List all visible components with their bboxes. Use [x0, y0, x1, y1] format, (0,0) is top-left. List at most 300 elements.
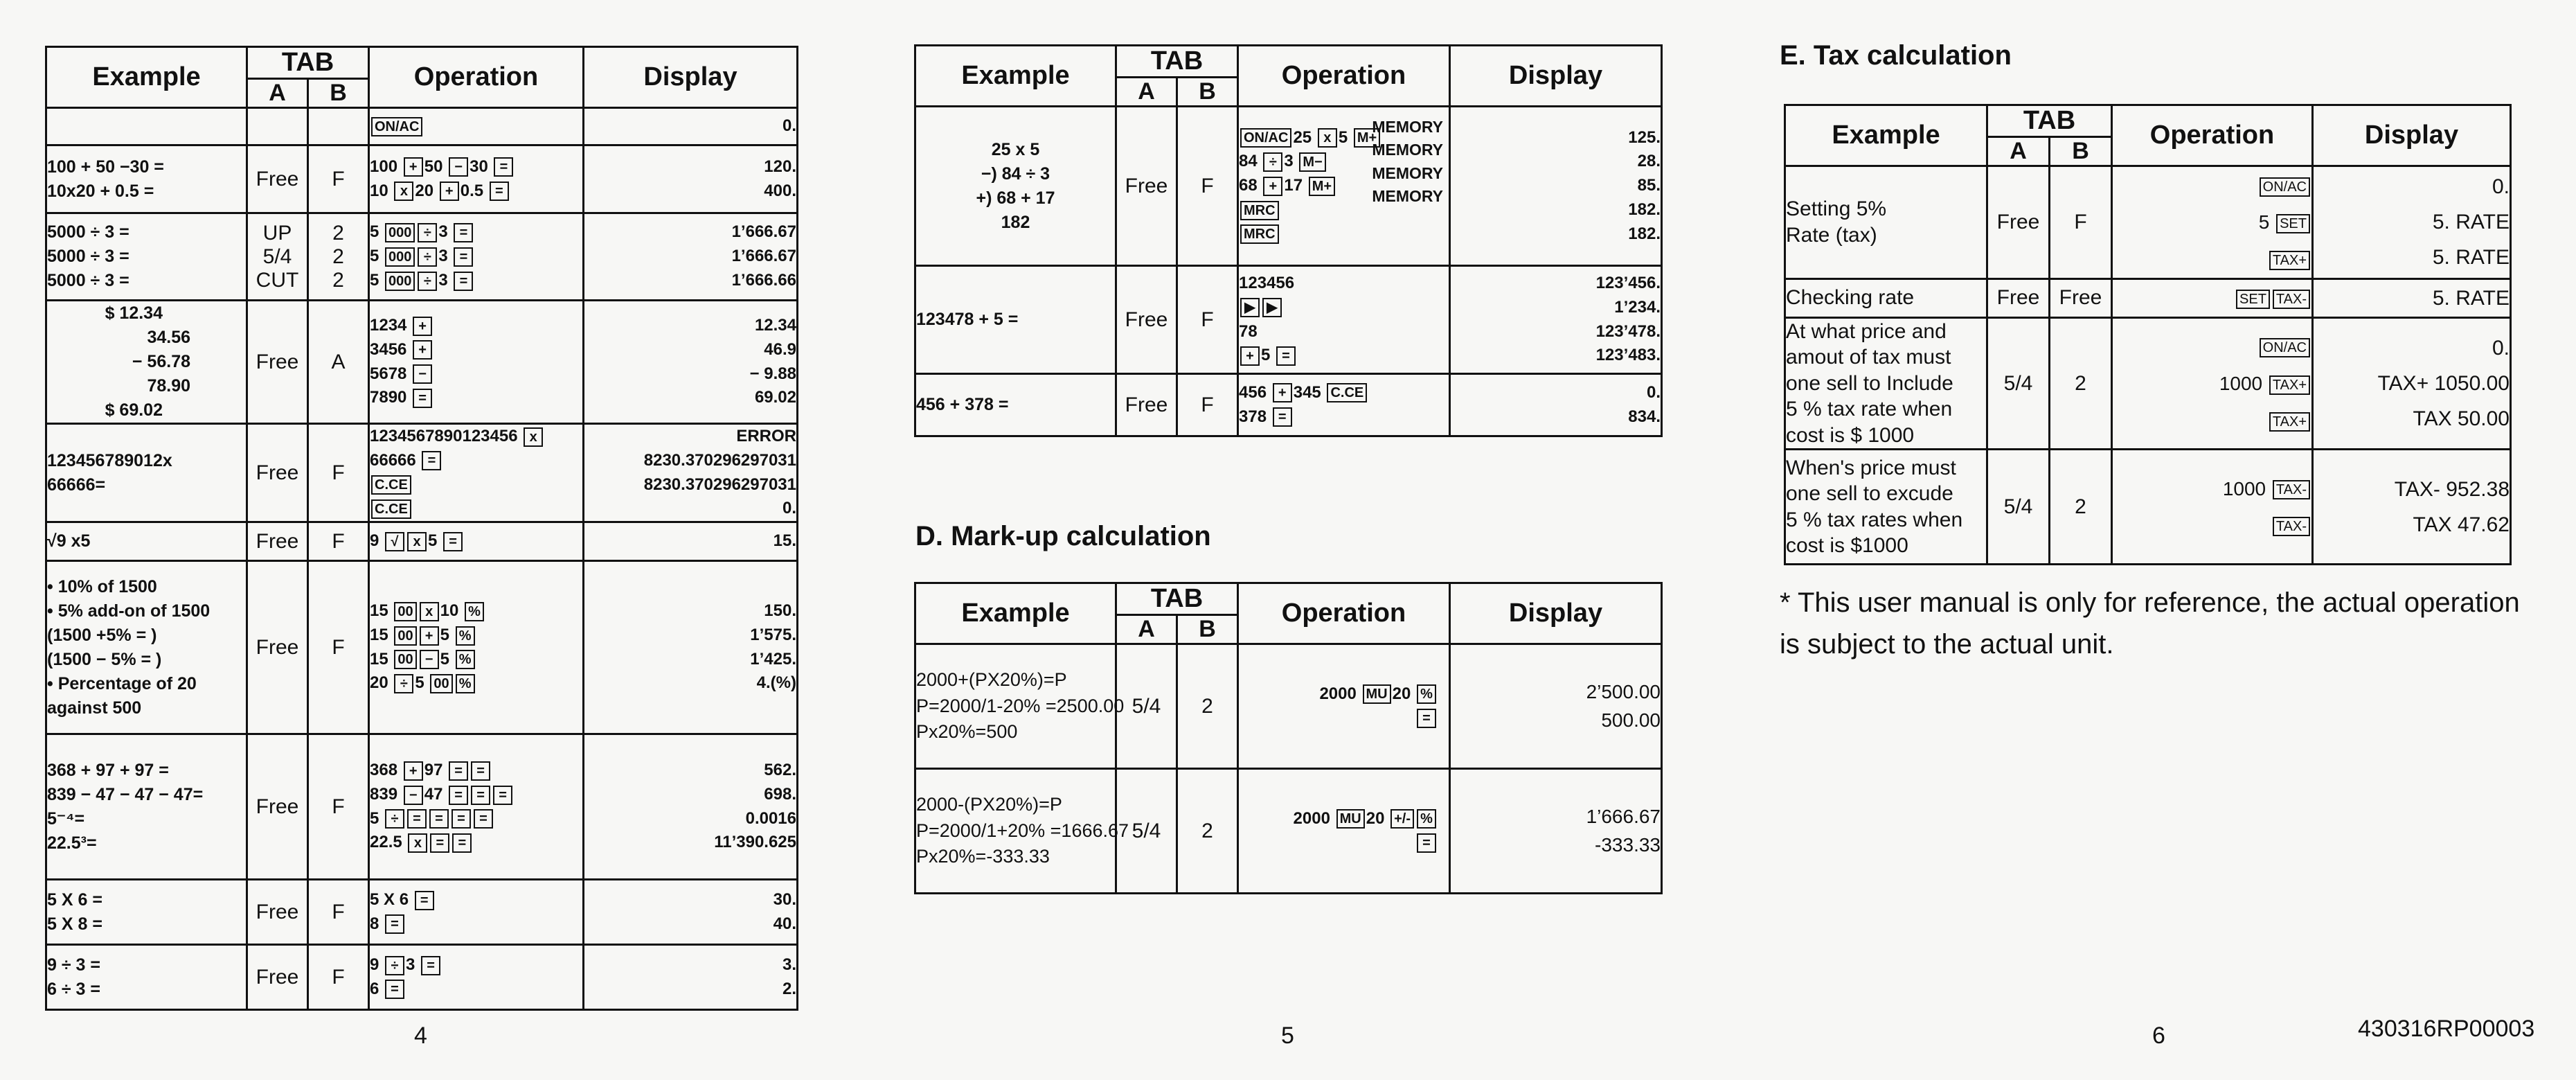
operation-line — [370, 783, 582, 807]
text-line: +) 68 + 17 — [976, 188, 1055, 208]
page-6 — [1717, 0, 2576, 1080]
operation-line — [370, 977, 582, 1002]
col-tab-b: B — [2050, 137, 2112, 166]
key-tax--icon: TAX- — [2273, 517, 2310, 536]
operation-line — [1239, 682, 1438, 707]
operation-cell — [1238, 374, 1450, 436]
text-line: 1’666.66 — [731, 270, 796, 290]
key---icon: + — [413, 317, 432, 336]
table-row — [915, 769, 1662, 894]
operation-digits: 1000 — [2219, 372, 2268, 394]
key---icon: = — [474, 809, 493, 829]
key---icon: = — [494, 157, 513, 177]
text-line: TAX 50.00 — [2413, 407, 2510, 430]
text-line: 2. — [782, 979, 796, 998]
operation-line — [2113, 470, 2311, 507]
text-line: Px20%=-333.33 — [916, 846, 1050, 867]
example-cell — [915, 107, 1116, 266]
display-cell — [2313, 450, 2511, 565]
display-cell — [1450, 644, 1662, 769]
memory-labels — [1372, 116, 1443, 231]
tab-b-cell — [308, 880, 369, 945]
key---icon: = — [454, 272, 473, 291]
key-000-icon: 000 — [385, 272, 415, 291]
tab-b-cell — [2050, 317, 2112, 450]
display-cell — [584, 145, 798, 213]
operation-cell — [2112, 166, 2313, 279]
key---icon: ÷ — [418, 247, 437, 267]
operation-digits: 5 — [370, 270, 384, 290]
text-line: 5/4 — [2003, 371, 2033, 395]
key-00-icon: 00 — [394, 650, 416, 669]
text-line: 46.9 — [764, 339, 796, 359]
key-x-icon: x — [394, 182, 413, 201]
key---icon: = — [471, 786, 490, 805]
col-display: Display — [1450, 46, 1662, 107]
page-number: 5 — [1281, 1023, 1294, 1049]
key-m--icon: M− — [1299, 152, 1325, 172]
text-line: one sell to excude — [1786, 482, 1953, 506]
example-cell — [46, 424, 247, 522]
table-row — [46, 424, 798, 522]
tab-a-cell — [247, 213, 308, 301]
key---icon: = — [452, 833, 472, 853]
tab-b-cell — [1177, 107, 1238, 266]
text-line: 11’390.625 — [714, 833, 796, 852]
tab-b-cell — [308, 561, 369, 734]
operation-digits: 15 — [370, 625, 393, 644]
display-cell — [584, 945, 798, 1010]
text-line: 5. RATE — [2432, 211, 2510, 234]
operation-digits: 20 — [1366, 808, 1390, 828]
operation-cell — [369, 522, 584, 561]
text-line: Free — [1125, 308, 1168, 331]
operation-line — [1239, 707, 1438, 731]
operation-line — [370, 425, 582, 449]
text-line: F — [1201, 174, 1214, 197]
tab-b-cell — [308, 522, 369, 561]
example-cell — [915, 374, 1116, 436]
operation-digits: 456 — [1239, 382, 1271, 402]
memory-label: MEMORY — [1372, 118, 1443, 136]
operation-cell — [1238, 769, 1450, 894]
table-row — [46, 108, 798, 145]
key-on-ac-icon: ON/AC — [2260, 338, 2310, 357]
text-line: 456 + 378 = — [916, 395, 1009, 414]
operation-digits: 17 — [1284, 176, 1307, 195]
key---icon: = — [415, 891, 434, 910]
operation-digits: 3 — [438, 270, 453, 290]
operation-digits: 3 — [1284, 152, 1298, 171]
operation-digits: 47 — [424, 784, 448, 804]
text-line: • 5% add-on of 1500 — [47, 601, 211, 621]
operation-line — [370, 473, 582, 497]
key-x-icon: x — [524, 427, 543, 447]
text-line: 834. — [1628, 407, 1661, 426]
col-tab-a: A — [1116, 615, 1177, 644]
operation-digits: 5 — [1261, 346, 1276, 365]
key---icon: + — [420, 626, 439, 646]
text-line: 698. — [764, 784, 796, 804]
text-line: Free — [1125, 393, 1168, 416]
example-table-page-4 — [45, 46, 798, 1011]
operation-digits: 15 — [370, 649, 393, 669]
key---icon: = — [449, 786, 468, 805]
text-line: 5/4 — [2003, 495, 2033, 518]
key---icon: ÷ — [394, 674, 413, 693]
text-line: 5 X 8 = — [47, 914, 102, 934]
col-tab-b: B — [1177, 615, 1238, 644]
key-x-icon: x — [1318, 128, 1337, 148]
markup-section-title: D. Mark-up calculation — [915, 521, 1211, 551]
key---icon: % — [456, 650, 475, 669]
text-line: • 10% of 1500 — [47, 576, 157, 596]
operation-line — [370, 449, 582, 473]
operation-line — [1239, 807, 1438, 831]
operation-cell — [2112, 317, 2313, 450]
table-row — [1785, 278, 2511, 317]
operation-digits: 3456 — [370, 339, 412, 359]
key---icon: ▶ — [1240, 298, 1260, 317]
text-line: 0.0016 — [745, 808, 796, 828]
key---icon: − — [420, 650, 439, 669]
col-tab: TAB — [1116, 46, 1238, 78]
col-tab-a: A — [1987, 137, 2050, 166]
col-display: Display — [584, 47, 798, 108]
text-line: 10x20 + 0.5 = — [47, 181, 154, 201]
text-line: 123’478. — [1595, 321, 1661, 341]
text-line: F — [332, 167, 345, 191]
operation-line — [1239, 381, 1449, 405]
text-line: cost is $1000 — [1786, 534, 1908, 558]
key---icon: + — [404, 761, 423, 781]
operation-digits: 5 — [1338, 127, 1352, 147]
operation-line — [370, 529, 582, 554]
example-cell — [915, 266, 1116, 374]
text-line: 15. — [773, 531, 796, 551]
key-c-ce-icon: C.CE — [1327, 383, 1367, 402]
text-line: 5 % tax rates when — [1786, 508, 1963, 531]
example-cell — [46, 145, 247, 213]
text-line: 5 % tax rate when — [1786, 398, 1953, 421]
key---icon: − — [413, 364, 432, 384]
operation-line — [2113, 280, 2311, 317]
text-line: 123’456. — [1595, 273, 1661, 292]
text-line: CUT — [256, 268, 299, 292]
col-tab-a: A — [247, 79, 308, 108]
operation-cell — [369, 561, 584, 734]
display-cell — [1450, 266, 1662, 374]
text-line: one sell to Include — [1786, 371, 1953, 395]
tab-b-cell — [308, 945, 369, 1010]
example-cell — [915, 769, 1129, 894]
operation-digits: 10 — [370, 181, 393, 200]
text-line: 368 + 97 + 97 = — [47, 760, 169, 780]
table-row — [46, 522, 798, 561]
key-tax--icon: TAX+ — [2269, 375, 2310, 395]
text-line: 6 ÷ 3 = — [47, 979, 100, 999]
text-line: 182. — [1628, 200, 1661, 219]
text-line: Free — [256, 795, 299, 818]
key-set-icon: SET — [2236, 290, 2270, 309]
operation-cell — [369, 424, 584, 522]
col-tab-a: A — [1116, 78, 1177, 107]
table-row — [46, 880, 798, 945]
key---icon: = — [413, 389, 432, 408]
tab-b-cell — [308, 108, 369, 145]
operation-digits: 5 — [415, 673, 429, 693]
col-display: Display — [2313, 105, 2511, 166]
key---icon: = — [454, 223, 473, 242]
table-row — [915, 644, 1662, 769]
operation-cell — [369, 734, 584, 880]
operation-digits: 84 — [1239, 152, 1262, 171]
table-row — [46, 213, 798, 301]
text-line: (1500 − 5% = ) — [47, 649, 162, 669]
key-00-icon: 00 — [430, 674, 452, 693]
text-line: √9 x5 — [47, 531, 91, 551]
tab-b-cell — [2050, 166, 2112, 279]
text-line: 1’666.67 — [731, 247, 796, 266]
operation-digits: 9 — [370, 955, 384, 974]
operation-digits: 5 — [440, 649, 454, 669]
display-cell — [584, 424, 798, 522]
text-line: 5/4 — [1132, 819, 1161, 842]
text-line: 100 + 50 −30 = — [47, 157, 164, 177]
text-line: 2 — [2075, 371, 2086, 395]
key---icon: = — [385, 914, 404, 934]
text-line: F — [332, 635, 345, 659]
key---icon: = — [1276, 346, 1296, 366]
operation-line — [370, 386, 582, 410]
memory-label: MEMORY — [1372, 163, 1443, 182]
key---icon: ▶ — [1262, 298, 1282, 317]
col-display: Display — [1450, 583, 1662, 644]
text-line: $ 69.02 — [105, 400, 163, 420]
text-line: 22.5³= — [47, 833, 97, 853]
text-line: 8230.370296297031 — [643, 450, 796, 470]
text-line: 2 — [1201, 819, 1213, 842]
key---icon: = — [443, 532, 463, 551]
table-row — [915, 107, 1662, 266]
text-line: 1’425. — [750, 649, 796, 669]
tab-a-cell — [247, 301, 308, 424]
text-line: P=2000/1+20% =1666.67 — [916, 820, 1129, 841]
col-operation: Operation — [2112, 105, 2313, 166]
text-line: Setting 5% — [1786, 197, 1887, 221]
markup-table — [914, 582, 1663, 894]
text-line: 0. — [2492, 175, 2510, 199]
example-cell — [46, 301, 247, 424]
table-row — [1785, 317, 2511, 450]
tab-b-cell — [308, 424, 369, 522]
operation-digits: 50 — [424, 157, 448, 176]
operation-digits: 97 — [424, 761, 448, 780]
text-line: Px20%=500 — [916, 721, 1018, 743]
tab-b-cell — [1177, 374, 1238, 436]
tab-a-cell — [1116, 644, 1177, 769]
operation-line — [370, 648, 582, 672]
text-line: 40. — [773, 914, 796, 933]
operation-digits: 25 — [1293, 127, 1316, 147]
key-mu-icon: MU — [1336, 809, 1365, 829]
text-line: 0. — [782, 499, 796, 518]
key---icon: + — [440, 182, 459, 201]
key-mu-icon: MU — [1363, 684, 1391, 704]
tab-a-cell — [1116, 107, 1177, 266]
text-line: TAX 47.62 — [2413, 513, 2510, 536]
operation-cell — [1238, 107, 1450, 266]
page-number: 4 — [414, 1023, 427, 1049]
text-line: 123’483. — [1595, 346, 1661, 365]
text-line: 28. — [1637, 152, 1661, 171]
operation-line — [1239, 272, 1449, 296]
key-m--icon: M+ — [1309, 177, 1335, 196]
operation-line — [370, 155, 582, 179]
operation-line — [1239, 405, 1449, 430]
text-line: 0. — [1646, 382, 1661, 402]
key---icon: ÷ — [418, 223, 437, 242]
tab-b-cell — [1177, 644, 1238, 769]
col-example: Example — [915, 46, 1116, 107]
example-cell — [46, 522, 247, 561]
table-row — [1785, 450, 2511, 565]
text-line: -333.33 — [1595, 833, 1661, 856]
text-line: F — [2074, 210, 2087, 233]
tab-a-cell — [247, 108, 308, 145]
text-line: At what price and — [1786, 319, 1947, 343]
text-line: 3. — [782, 955, 796, 974]
key---icon: % — [456, 626, 475, 646]
text-line: 5. RATE — [2432, 286, 2510, 310]
text-line: 4.(%) — [756, 673, 796, 693]
key---icon: = — [493, 786, 512, 805]
table-row — [1785, 166, 2511, 279]
text-line: Free — [2059, 286, 2102, 310]
text-line: Free — [256, 900, 299, 923]
text-line: F — [332, 461, 345, 484]
tab-b-cell — [308, 213, 369, 301]
operation-digits: 6 — [370, 979, 384, 998]
key---icon: = — [454, 247, 473, 267]
operation-digits: 8 — [370, 914, 384, 933]
key---icon: + — [1273, 383, 1292, 402]
key-tax--icon: TAX+ — [2269, 412, 2310, 432]
text-line: (1500 +5% = ) — [47, 625, 157, 645]
text-line: Checking rate — [1786, 286, 1915, 310]
text-line: When's price must — [1786, 456, 1956, 479]
tab-a-cell — [247, 734, 308, 880]
operation-digits: 368 — [370, 761, 402, 780]
tab-a-cell — [1987, 166, 2050, 279]
text-line: $ 12.34 — [105, 303, 163, 323]
key-on-ac-icon: ON/AC — [2260, 177, 2310, 197]
example-cell — [46, 734, 247, 880]
text-line: 2 — [332, 245, 344, 268]
operation-digits: 3 — [406, 955, 420, 974]
operation-cell — [369, 145, 584, 213]
key-tax--icon: TAX+ — [2269, 251, 2310, 270]
key---icon: = — [490, 182, 509, 201]
key---icon: % — [465, 602, 484, 621]
operation-line — [2113, 204, 2311, 240]
key---icon: % — [456, 674, 475, 693]
operation-digits: 7890 — [370, 388, 412, 407]
text-line: 2000-(PX20%)=P — [916, 793, 1062, 815]
display-cell — [584, 734, 798, 880]
page-number: 6 — [2152, 1023, 2165, 1049]
key-set-icon: SET — [2276, 214, 2310, 233]
operation-digits: 5 — [370, 808, 384, 828]
text-line: UP — [262, 221, 292, 245]
key-000-icon: 000 — [385, 223, 415, 242]
operation-line — [370, 179, 582, 204]
operation-digits: 5 — [370, 222, 384, 242]
operation-line — [370, 671, 582, 696]
col-example: Example — [915, 583, 1116, 644]
text-line: 0. — [782, 116, 796, 136]
text-line: 182. — [1628, 224, 1661, 243]
table-row — [46, 561, 798, 734]
text-line: 66666= — [47, 475, 106, 495]
example-cell — [46, 561, 247, 734]
tab-b-cell — [2050, 450, 2112, 565]
operation-cell — [2112, 278, 2313, 317]
operation-digits: 9 — [370, 531, 384, 551]
tab-a-cell — [247, 880, 308, 945]
key---icon: − — [404, 786, 423, 805]
operation-line — [370, 269, 582, 293]
key-tax--icon: TAX- — [2273, 290, 2310, 309]
key---icon: = — [421, 956, 440, 975]
operation-line — [370, 807, 582, 831]
text-line: Free — [256, 529, 299, 553]
operation-line — [370, 599, 582, 623]
tab-a-cell — [1116, 374, 1177, 436]
key---icon: % — [1417, 684, 1436, 704]
tab-a-cell — [247, 522, 308, 561]
operation-digits: 2000 — [1293, 808, 1335, 828]
text-line: F — [332, 900, 345, 923]
example-cell — [915, 644, 1125, 769]
operation-cell — [369, 945, 584, 1010]
operation-digits: 123456 — [1239, 273, 1295, 292]
key-00-icon: 00 — [394, 602, 416, 621]
key---icon: = — [1417, 709, 1436, 728]
example-cell — [1785, 317, 1987, 450]
text-line: TAX- 952.38 — [2394, 477, 2510, 501]
text-line: 78.90 — [147, 376, 190, 396]
table-row — [46, 145, 798, 213]
text-line: 5/4 — [1132, 694, 1161, 718]
key---icon: = — [471, 761, 490, 781]
key---icon: ÷ — [385, 809, 404, 829]
key-x-icon: x — [420, 602, 439, 621]
display-cell — [1450, 769, 1662, 894]
text-line: Free — [256, 350, 299, 373]
tab-a-cell — [1987, 450, 2050, 565]
table-row — [46, 301, 798, 424]
operation-line — [370, 759, 582, 783]
operation-line — [370, 338, 582, 362]
text-line: TAX+ 1050.00 — [2377, 372, 2510, 395]
tab-a-cell — [247, 561, 308, 734]
text-line: F — [1201, 308, 1214, 331]
text-line: F — [1201, 393, 1214, 416]
display-cell — [2313, 317, 2511, 450]
text-line: 5 X 6 = — [47, 889, 102, 910]
operation-line — [370, 912, 582, 937]
